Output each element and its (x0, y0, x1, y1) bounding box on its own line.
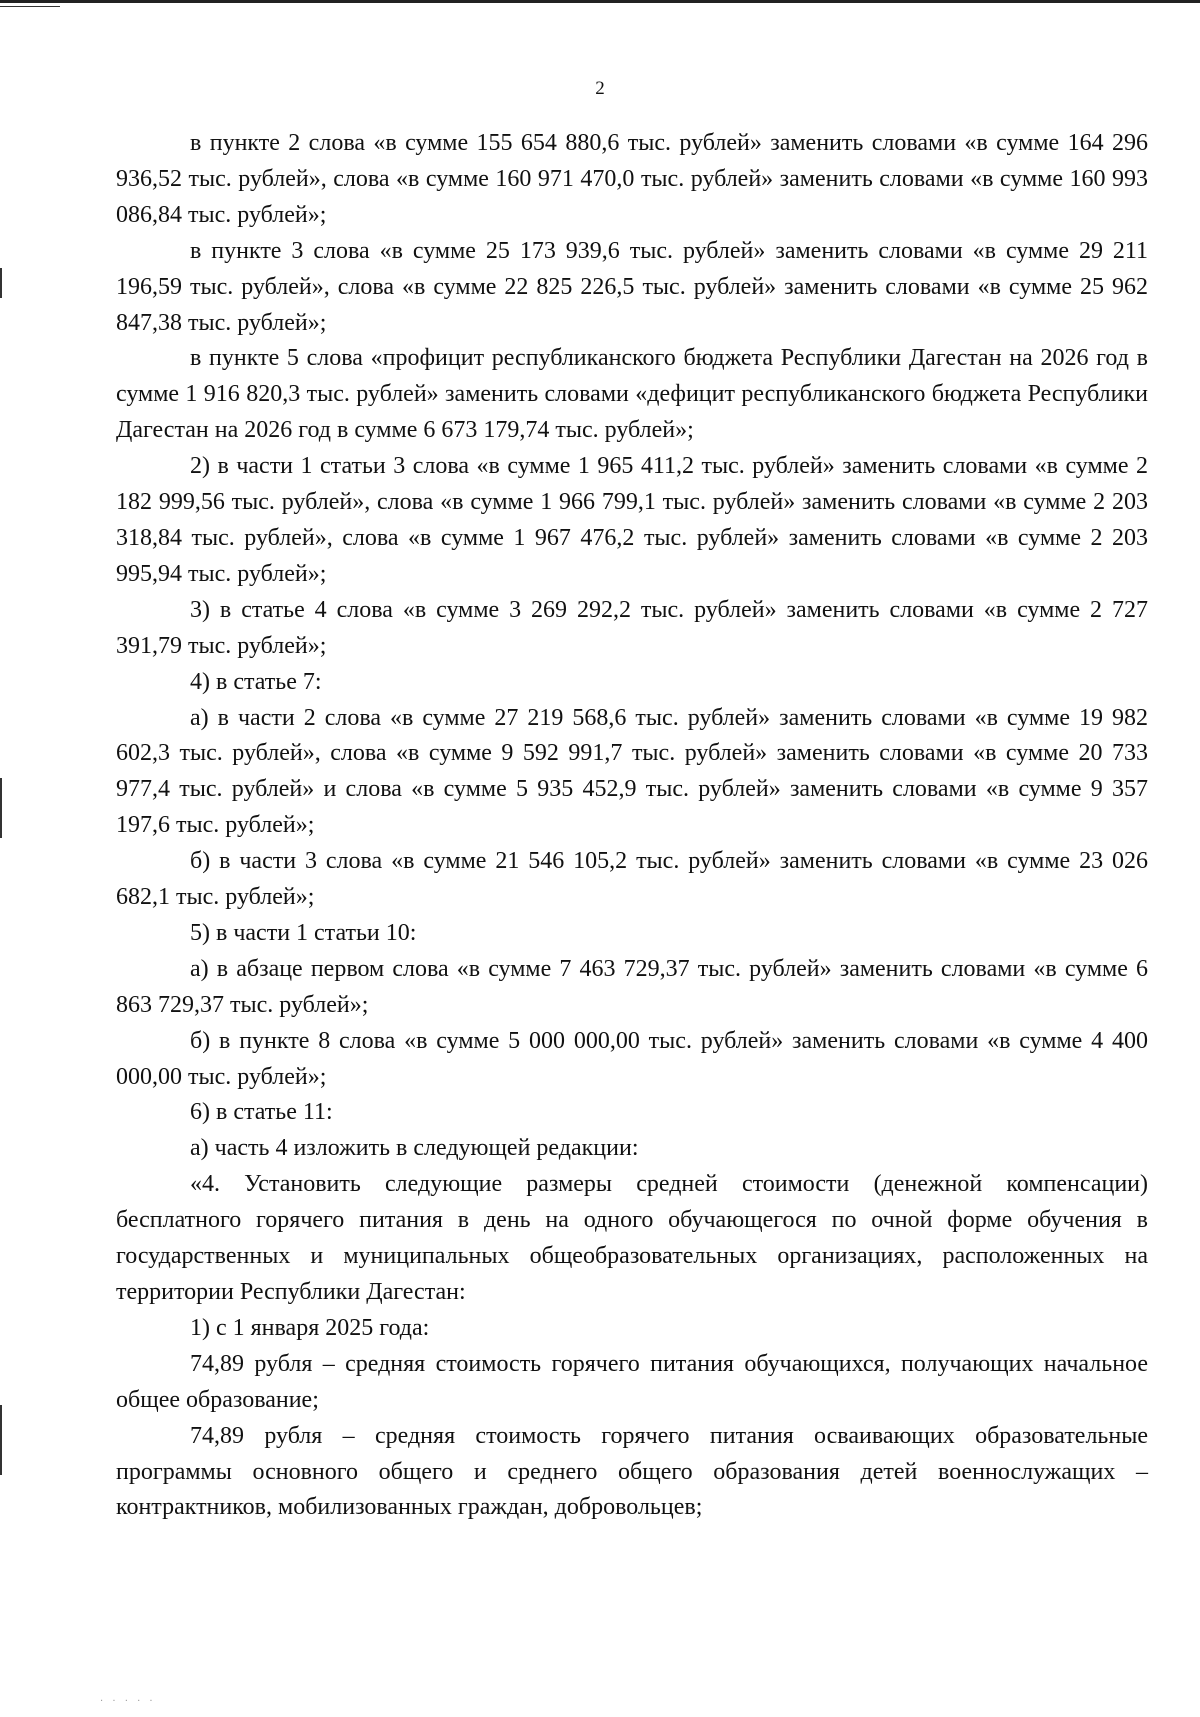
scan-margin-mark (0, 1405, 2, 1475)
paragraph: 4) в статье 7: (190, 668, 322, 695)
paragraph: б) в части 3 слова «в сумме 21 546 105,2 тыс. рублей» заменить словами «в сумме 23 026 682,1 тыс. рублей»; (116, 848, 1148, 911)
paragraph: в пункте 2 слова «в сумме 155 654 880,6 тыс. рублей» заменить словами «в сумме 164 296 936,52 тыс. рублей», слова «в сумме 160 971 470,0 тыс. рублей» заменить словами «в сумме 160 993 086,84 тыс. рублей»; (116, 130, 1148, 228)
paragraph: а) в абзаце первом слова «в сумме 7 463 729,37 тыс. рублей» заменить словами «в сумме 6 863 729,37 тыс. рублей»; (116, 955, 1148, 1018)
paragraph: 6) в статье 11: (190, 1099, 333, 1126)
page-number: 2 (595, 78, 605, 99)
paragraph: в пункте 5 слова «профицит республиканского бюджета Республики Дагестан на 2026 год в сумме 1 916 820,3 тыс. рублей» заменить словами «дефицит республиканского бюджета Республики Дагестан на 2026 год в сумме 6 673 179,74 тыс. рублей»; (116, 345, 1148, 444)
paragraph: 5) в части 1 статьи 10: (190, 919, 417, 946)
paragraph: 74,89 рубля – средняя стоимость горячего питания обучающихся, получающих начальное общее образование; (116, 1350, 1148, 1413)
scan-edge-line (0, 0, 1200, 3)
paragraph: «4. Установить следующие размеры средней стоимости (денежной компенсации) бесплатного горячего питания в день на одного обучающегося по очной форме обучения в государственных и муниципальных общеобразовательных организациях, расположенных на территории Республики Дагестан: (116, 1171, 1148, 1305)
paragraph: а) в части 2 слова «в сумме 27 219 568,6 тыс. рублей» заменить словами «в сумме 19 982 602,3 тыс. рублей», слова «в сумме 9 592 991,7 тыс. рублей» заменить словами «в сумме 20 733 977,4 тыс. рублей» и слова «в сумме 5 935 452,9 тыс. рублей» заменить словами «в сумме 9 357 197,6 тыс. рублей»; (116, 704, 1148, 839)
paragraph: в пункте 3 слова «в сумме 25 173 939,6 тыс. рублей» заменить словами «в сумме 29 211 196,59 тыс. рублей», слова «в сумме 22 825 226,5 тыс. рублей» заменить словами «в сумме 25 962 847,38 тыс. рублей»; (116, 237, 1148, 336)
scan-noise: · · · · · (100, 1696, 156, 1707)
scan-margin-mark (0, 778, 2, 838)
document-body (116, 126, 1148, 1526)
paragraph: б) в пункте 8 слова «в сумме 5 000 000,00 тыс. рублей» заменить словами «в сумме 4 400 000,00 тыс. рублей»; (116, 1027, 1148, 1090)
paragraph: а) часть 4 изложить в следующей редакции: (190, 1135, 639, 1162)
paragraph: 3) в статье 4 слова «в сумме 3 269 292,2 тыс. рублей» заменить словами «в сумме 2 727 391,79 тыс. рублей»; (116, 596, 1148, 659)
paragraph: 74,89 рубля – средняя стоимость горячего питания осваивающих образовательные программы основного общего и среднего общего образования детей военнослужащих – контрактников, мобилизованных граждан, добровольцев; (116, 1422, 1148, 1521)
paragraph: 1) с 1 января 2025 года: (190, 1314, 430, 1341)
scan-corner-mark (0, 0, 60, 7)
scan-margin-mark (0, 268, 2, 298)
paragraph: 2) в части 1 статьи 3 слова «в сумме 1 965 411,2 тыс. рублей» заменить словами «в сумме 2 182 999,56 тыс. рублей», слова «в сумме 1 966 799,1 тыс. рублей» заменить словами «в сумме 2 203 318,84 тыс. рублей», слова «в сумме 1 967 476,2 тыс. рублей» заменить словами «в сумме 2 203 995,94 тыс. рублей»; (116, 453, 1148, 587)
